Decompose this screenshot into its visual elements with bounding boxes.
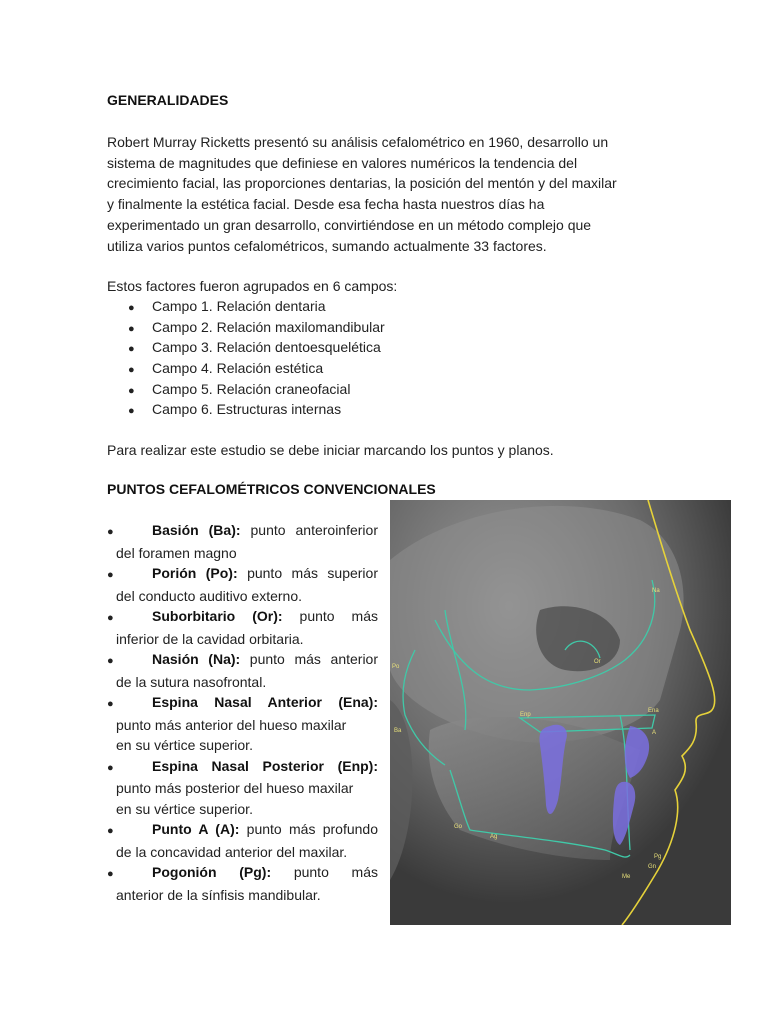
list-item <box>128 317 385 338</box>
outro-paragraph: Para realizar este estudio se debe iniciar marcando los puntos y planos. <box>107 442 554 458</box>
bullet-icon: ● <box>128 405 135 418</box>
landmark-label-ba: Ba <box>394 728 402 734</box>
campo-label: Campo 4. Relación estética <box>152 360 324 377</box>
punto-desc: de la sutura nasofrontal. <box>116 673 267 690</box>
cephalometric-xray-image <box>390 500 731 925</box>
bullet-icon: ● <box>107 655 114 667</box>
bullet-icon: ● <box>107 526 114 538</box>
punto-term: Porión (Po): <box>152 565 238 581</box>
list-item <box>107 819 378 862</box>
list-item <box>107 756 378 820</box>
punto-desc: inferior de la cavidad orbitaria. <box>116 630 304 647</box>
bullet-icon: ● <box>107 569 114 581</box>
campos-lead: Estos factores fueron agrupados en 6 campos: <box>107 278 398 294</box>
landmark-label-na: Na <box>652 588 660 594</box>
section-heading-puntos: PUNTOS CEFALOMÉTRICOS CONVENCIONALES <box>107 481 436 497</box>
intro-line: utiliza varios puntos cefalométricos, sumando actualmente 33 factores. <box>107 237 547 254</box>
list-item <box>128 337 385 358</box>
punto-desc: punto más <box>282 608 379 624</box>
section-heading-generalidades: GENERALIDADES <box>107 92 229 108</box>
list-item <box>128 379 385 400</box>
punto-term: Punto A (A): <box>152 821 240 837</box>
punto-desc: punto más <box>271 864 379 880</box>
intro-line: y finalmente la estética facial. Desde esa fecha hasta nuestros días ha <box>107 196 545 213</box>
punto-desc: punto más profundo <box>239 821 378 837</box>
punto-desc: punto anteroinferior <box>240 522 378 538</box>
punto-desc: anterior de la sínfisis mandibular. <box>116 886 321 903</box>
list-item <box>128 399 385 420</box>
campo-label: Campo 3. Relación dentoesquelética <box>152 339 381 356</box>
punto-desc: en su vértice superior. <box>116 800 253 817</box>
list-item <box>107 692 378 756</box>
landmark-label-me: Me <box>622 874 631 880</box>
bullet-icon: ● <box>128 384 135 397</box>
punto-term: Espina Nasal Posterior (Enp): <box>152 757 378 774</box>
xray-illustration <box>390 500 731 925</box>
bullet-icon: ● <box>128 322 135 335</box>
list-item <box>107 649 378 692</box>
list-item <box>107 862 378 905</box>
punto-term: Espina Nasal Anterior (Ena): <box>152 694 378 710</box>
bullet-icon: ● <box>128 302 135 314</box>
landmark-label-ag: Ag <box>490 834 498 840</box>
intro-line: Robert Murray Ricketts presentó su análisis cefalométrico en 1960, desarrollo un <box>107 134 609 150</box>
bullet-icon: ● <box>107 761 114 774</box>
landmark-label-po: Po <box>392 664 400 670</box>
landmark-label-enp: Enp <box>520 712 531 718</box>
punto-desc: de la concavidad anterior del maxilar. <box>116 843 348 860</box>
intro-line: crecimiento facial, las proporciones dentarias, la posición del mentón y del maxilar <box>107 175 617 192</box>
campos-list <box>128 296 385 420</box>
campo-label: Campo 1. Relación dentaria <box>152 298 326 314</box>
list-item <box>128 358 385 379</box>
bullet-icon: ● <box>107 698 114 710</box>
punto-desc: del foramen magno <box>116 544 237 561</box>
bullet-icon: ● <box>107 868 114 880</box>
campo-label: Campo 2. Relación maxilomandibular <box>152 318 385 335</box>
puntos-list <box>107 520 378 905</box>
punto-term: Pogonión (Pg): <box>152 864 272 880</box>
bullet-icon: ● <box>107 825 114 837</box>
intro-paragraph <box>107 132 660 256</box>
list-item <box>107 520 378 563</box>
bullet-icon: ● <box>107 612 114 624</box>
bullet-icon: ● <box>128 343 135 356</box>
landmark-label-a: A <box>652 730 657 736</box>
bullet-icon: ● <box>128 364 135 377</box>
landmark-label-gn: Gn <box>648 864 657 870</box>
landmark-label-go: Go <box>454 824 463 830</box>
list-item <box>107 563 378 606</box>
landmark-label-pg: Pg <box>654 854 662 860</box>
punto-term: Suborbitario (Or): <box>152 608 283 624</box>
punto-desc: en su vértice superior. <box>116 737 253 753</box>
punto-desc: del conducto auditivo externo. <box>116 587 303 604</box>
campo-label: Campo 6. Estructuras internas <box>152 401 342 418</box>
intro-line: experimentado un gran desarrollo, convirtiéndose en un método complejo que <box>107 216 592 233</box>
intro-line: sistema de magnitudes que definiese en valores numéricos la tendencia del <box>107 154 578 171</box>
punto-desc: punto más anterior <box>240 651 378 667</box>
punto-desc: punto más superior <box>237 565 378 581</box>
landmark-label-or: Or <box>594 659 601 665</box>
landmark-label-ena: Ena <box>648 708 659 714</box>
punto-desc: punto más anterior del hueso maxilar <box>116 716 347 733</box>
punto-term: Basión (Ba): <box>152 522 241 538</box>
list-item <box>107 606 378 649</box>
list-item <box>128 296 385 317</box>
punto-desc: punto más posterior del hueso maxilar <box>116 780 354 796</box>
campo-label: Campo 5. Relación craneofacial <box>152 380 351 397</box>
punto-term: Nasión (Na): <box>152 651 241 667</box>
